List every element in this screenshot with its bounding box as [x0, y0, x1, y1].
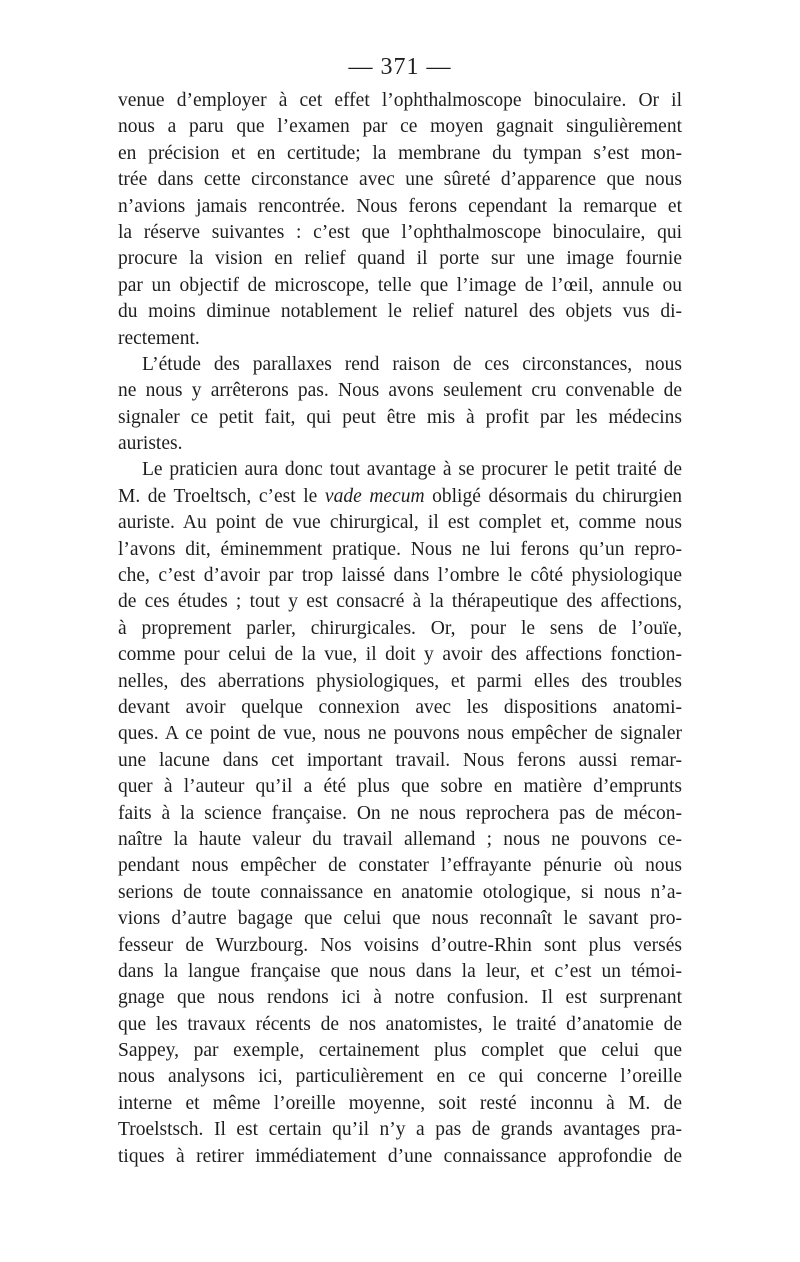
- text-line: interne et même l’oreille moyenne, soit resté inconnu à M. de: [118, 1092, 682, 1114]
- text-line: pendant nous empêcher de constater l’effrayante pénurie où nous: [118, 855, 682, 877]
- text-line: de ces études ; tout y est consacré à la thérapeutique des affections,: [118, 591, 682, 613]
- text-line: par un objectif de microscope, telle que l’image de l’œil, annule ou: [118, 274, 682, 296]
- paragraph: [118, 88, 682, 352]
- paragraph: [118, 352, 682, 458]
- text-line: devant avoir quelque connexion avec les dispositions anatomi-: [118, 696, 682, 718]
- text-line: que les travaux récents de nos anatomistes, le traité d’anatomie de: [118, 1013, 682, 1035]
- text-line: auristes.: [118, 433, 183, 455]
- text-line: Sappey, par exemple, certainement plus complet que celui que: [118, 1040, 682, 1062]
- text-line: auriste. Au point de vue chirurgical, il est complet et, comme nous: [118, 512, 682, 534]
- text-line: ques. A ce point de vue, nous ne pouvons nous empêcher de signaler: [118, 723, 682, 745]
- text-line: faits à la science française. On ne nous reprochera pas de mécon-: [118, 802, 682, 824]
- text-line: du moins diminue notablement le relief naturel des objets vus di-: [118, 301, 682, 323]
- text-line: dans la langue française que nous dans la leur, et c’est un témoi-: [118, 960, 682, 982]
- text-line: comme pour celui de la vue, il doit y avoir des affections fonction-: [118, 644, 682, 666]
- text-line: la réserve suivantes : c’est que l’ophthalmoscope binoculaire, qui: [118, 221, 682, 243]
- text-line: vions d’autre bagage que celui que nous reconnaît le savant pro-: [118, 908, 682, 930]
- text-line: serions de toute connaissance en anatomie otologique, si nous n’a-: [118, 881, 682, 903]
- text-line: nous a paru que l’examen par ce moyen gagnait singulièrement: [118, 116, 682, 138]
- text-line: nous analysons ici, particulièrement en ce qui concerne l’oreille: [118, 1066, 682, 1088]
- text-line: à proprement parler, chirurgicales. Or, pour le sens de l’ouïe,: [118, 617, 682, 639]
- text-line: Le praticien aura donc tout avantage à se procurer le petit traité de: [142, 459, 682, 481]
- text-line: venue d’employer à cet effet l’ophthalmoscope binoculaire. Or il: [118, 90, 682, 111]
- text-line: signaler ce petit fait, qui peut être mis à profit par les médecins: [118, 406, 682, 428]
- text-line: rectement.: [118, 327, 200, 349]
- text-line: L’étude des parallaxes rend raison de ces circonstances, nous: [142, 353, 682, 375]
- text-line: une lacune dans cet important travail. Nous ferons aussi remar-: [118, 749, 682, 771]
- text-line: M. de Troeltsch, c’est le vade mecum obligé désormais du chirurgien: [118, 485, 682, 507]
- text-line: l’avons dit, éminemment pratique. Nous ne lui ferons qu’un repro-: [118, 538, 682, 560]
- page-number: — 371 —: [348, 54, 452, 80]
- text-line: fesseur de Wurzbourg. Nos voisins d’outre-Rhin sont plus versés: [118, 934, 682, 956]
- text-line: naître la haute valeur du travail allemand ; nous ne pouvons ce-: [118, 828, 682, 850]
- text-line: gnage que nous rendons ici à notre confusion. Il est surprenant: [118, 987, 682, 1009]
- paragraph: [118, 457, 682, 1170]
- text-line: trée dans cette circonstance avec une sûreté d’apparence que nous: [118, 169, 682, 191]
- text-line: n’avions jamais rencontrée. Nous ferons cependant la remarque et: [118, 195, 682, 217]
- text-line: ne nous y arrêterons pas. Nous avons seulement cru convenable de: [118, 380, 682, 402]
- body-text: [118, 88, 682, 1170]
- text-line: Troelstsch. Il est certain qu’il n’y a pas de grands avantages pra-: [118, 1119, 682, 1141]
- text-line: che, c’est d’avoir par trop laissé dans l’ombre le côté physiologique: [118, 565, 682, 587]
- text-line: tiques à retirer immédiatement d’une connaissance approfondie de: [118, 1145, 682, 1167]
- text-line: nelles, des aberrations physiologiques, et parmi elles des troubles: [118, 670, 682, 692]
- text-line: en précision et en certitude; la membrane du tympan s’est mon-: [118, 142, 682, 164]
- text-line: procure la vision en relief quand il porte sur une image fournie: [118, 248, 682, 270]
- text-line: quer à l’auteur qu’il a été plus que sobre en matière d’emprunts: [118, 776, 682, 798]
